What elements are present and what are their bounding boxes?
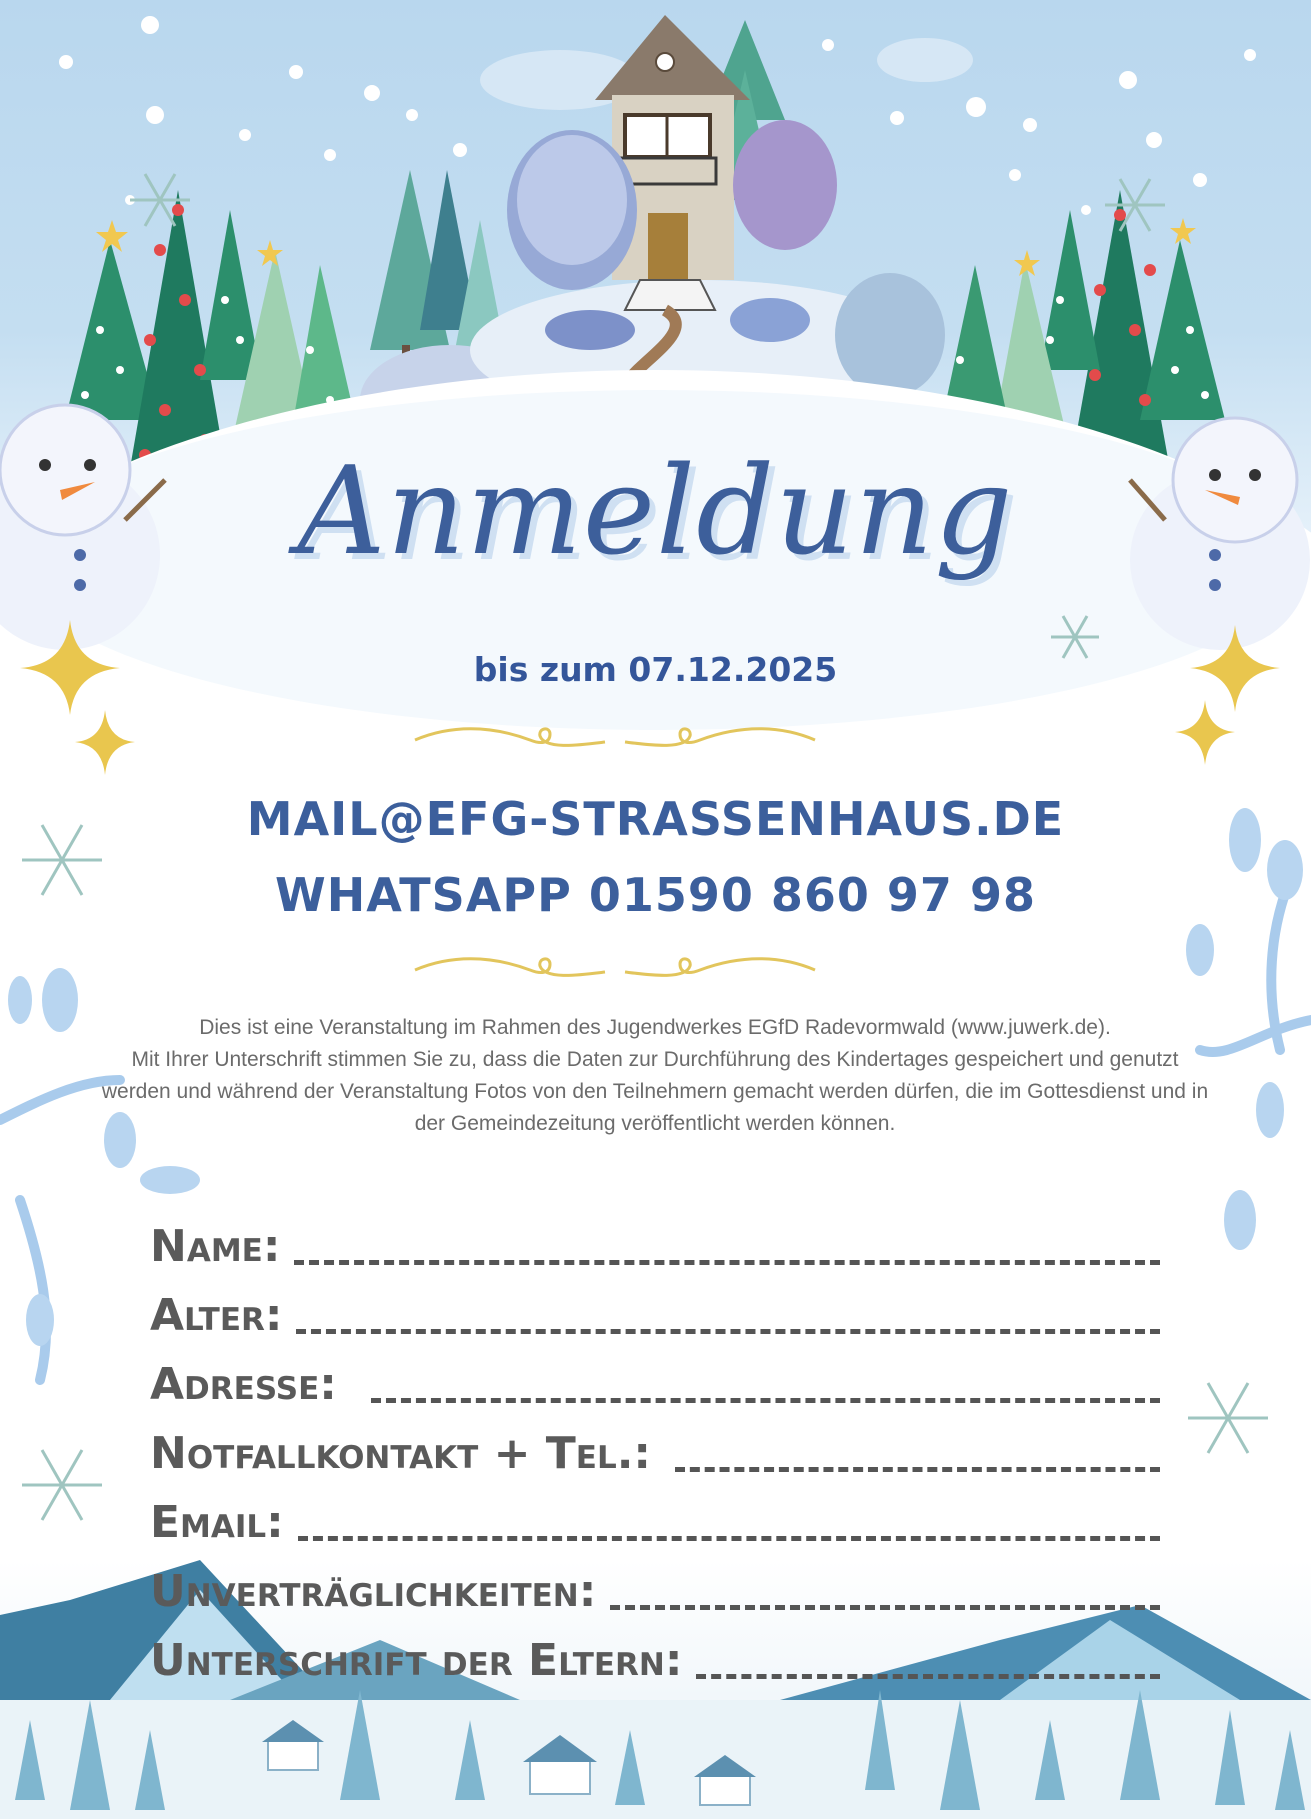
flourish-divider-top (410, 720, 820, 760)
page-title: Anmeldung (297, 440, 1014, 582)
address-label: Adresse: (150, 1359, 337, 1410)
intolerances-label: Unverträglichkeiten: (150, 1566, 597, 1617)
cloud-icon (877, 38, 973, 82)
email-field[interactable] (298, 1536, 1160, 1541)
intolerances-field[interactable] (610, 1605, 1160, 1610)
form-row-email (150, 1484, 1160, 1553)
age-label: Alter: (150, 1290, 283, 1341)
round-tree (517, 135, 627, 265)
registration-form (150, 1208, 1160, 1691)
emergency-contact-label: Notfallkontakt + Tel.: (150, 1428, 652, 1479)
registration-deadline: bis zum 07.12.2025 (473, 650, 838, 689)
contact-whatsapp[interactable]: WHATSAPP 01590 860 97 98 (275, 868, 1036, 922)
bush (730, 298, 810, 342)
disclaimer-consent: Mit Ihrer Unterschrift stimmen Sie zu, dass die Daten zur Durchführung des Kindertages gespeichert und genutzt werden und während der Veranstaltung Fotos von den Teilnehmern gemacht werden dürfen, die im Gottesdienst und in der Gemeindezeitung veröffentlicht werden können. (101, 1048, 1209, 1135)
consent-disclaimer (100, 1012, 1210, 1140)
form-row-adresse (150, 1346, 1160, 1415)
star-icon (257, 240, 283, 266)
name-field[interactable] (294, 1260, 1160, 1265)
parent-signature-label: Unterschrift der Eltern: (150, 1635, 683, 1686)
round-tree (733, 120, 837, 250)
round-tree (835, 273, 945, 397)
form-row-notfall (150, 1415, 1160, 1484)
bush (545, 310, 635, 350)
address-field[interactable] (371, 1398, 1160, 1403)
form-row-unterschrift (150, 1622, 1160, 1691)
star-icon (1170, 218, 1196, 244)
form-row-alter (150, 1277, 1160, 1346)
emergency-contact-field[interactable] (675, 1467, 1160, 1472)
parent-signature-field[interactable] (696, 1674, 1160, 1679)
name-label: Name: (150, 1221, 281, 1272)
age-field[interactable] (296, 1329, 1160, 1334)
flourish-divider-bottom (410, 950, 820, 990)
disclaimer-organizer: Dies ist eine Veranstaltung im Rahmen des Jugendwerkes EGfD Radevormwald (www.juwerk.de). (199, 1016, 1111, 1039)
email-label: Email: (150, 1497, 284, 1548)
form-row-name (150, 1208, 1160, 1277)
form-row-unvertraeglichkeiten (150, 1553, 1160, 1622)
contact-email[interactable]: MAIL@EFG-STRASSENHAUS.DE (246, 792, 1065, 846)
